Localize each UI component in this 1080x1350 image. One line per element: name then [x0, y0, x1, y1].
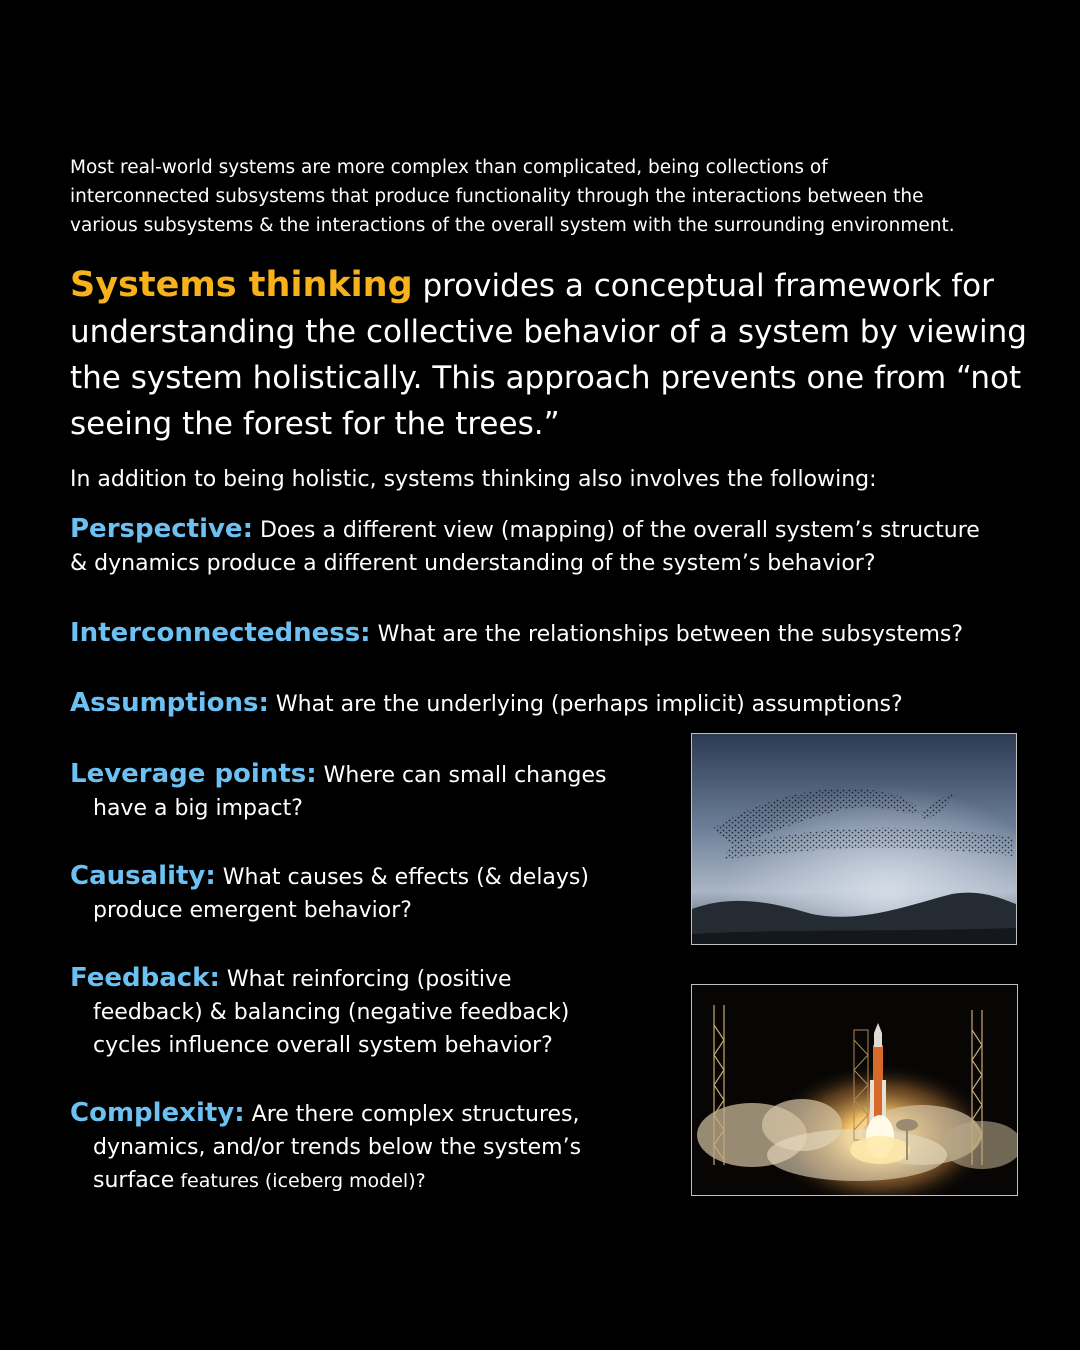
item-text: Where can small changes [316, 763, 607, 788]
headline-text: provides a conceptual framework for [412, 268, 994, 304]
item-text: Does a different view (mapping) of the overall system’s structure [252, 518, 980, 543]
headline-text: seeing the forest for the trees.” [70, 406, 560, 442]
intro-line: various subsystems & the interactions of the overall system with the surrounding environment. [70, 215, 955, 236]
item-complexity [70, 1097, 670, 1198]
item-text: features (iceberg model)? [174, 1170, 426, 1192]
item-text: What reinforcing (positive [219, 967, 512, 992]
item-term: Leverage points: [70, 759, 317, 789]
item-leverage-points [70, 758, 670, 825]
item-term: Assumptions: [70, 688, 269, 718]
item-text: feedback) & balancing (negative feedback) [93, 1000, 570, 1025]
systems-thinking-highlight: Systems thinking [70, 265, 413, 305]
item-text: cycles influence overall system behavior? [93, 1033, 553, 1058]
item-term: Feedback: [70, 963, 220, 993]
rocket-launch-photo [691, 984, 1018, 1196]
item-term: Interconnectedness: [70, 618, 371, 648]
item-text: have a big impact? [93, 796, 303, 821]
item-text: What are the underlying (perhaps implicit) assumptions? [268, 692, 903, 717]
item-text: & dynamics produce a different understanding of the system’s behavior? [70, 551, 876, 576]
item-text: surface [93, 1168, 175, 1193]
item-term: Causality: [70, 861, 216, 891]
item-text: produce emergent behavior? [93, 898, 412, 923]
headline-paragraph [70, 262, 1030, 447]
item-causality [70, 860, 670, 927]
item-assumptions [70, 687, 1030, 721]
item-interconnectedness [70, 617, 1030, 651]
lead-sentence: In addition to being holistic, systems thinking also involves the following: [70, 467, 877, 492]
murmuration-photo [691, 733, 1017, 945]
item-feedback [70, 962, 670, 1062]
item-perspective [70, 513, 1030, 580]
item-text: dynamics, and/or trends below the system’s [93, 1135, 582, 1160]
item-text: What causes & effects (& delays) [215, 865, 589, 890]
intro-line: Most real-world systems are more complex than complicated, being collections of [70, 157, 828, 178]
item-text: Are there complex structures, [244, 1102, 580, 1127]
item-term: Complexity: [70, 1098, 245, 1128]
item-term: Perspective: [70, 514, 253, 544]
headline-text: understanding the collective behavior of a system by viewing [70, 314, 1027, 350]
intro-line: interconnected subsystems that produce functionality through the interactions between the [70, 186, 924, 207]
intro-paragraph [70, 153, 1030, 240]
item-text: What are the relationships between the subsystems? [370, 622, 964, 647]
headline-text: the system holistically. This approach prevents one from “not [70, 360, 1022, 396]
